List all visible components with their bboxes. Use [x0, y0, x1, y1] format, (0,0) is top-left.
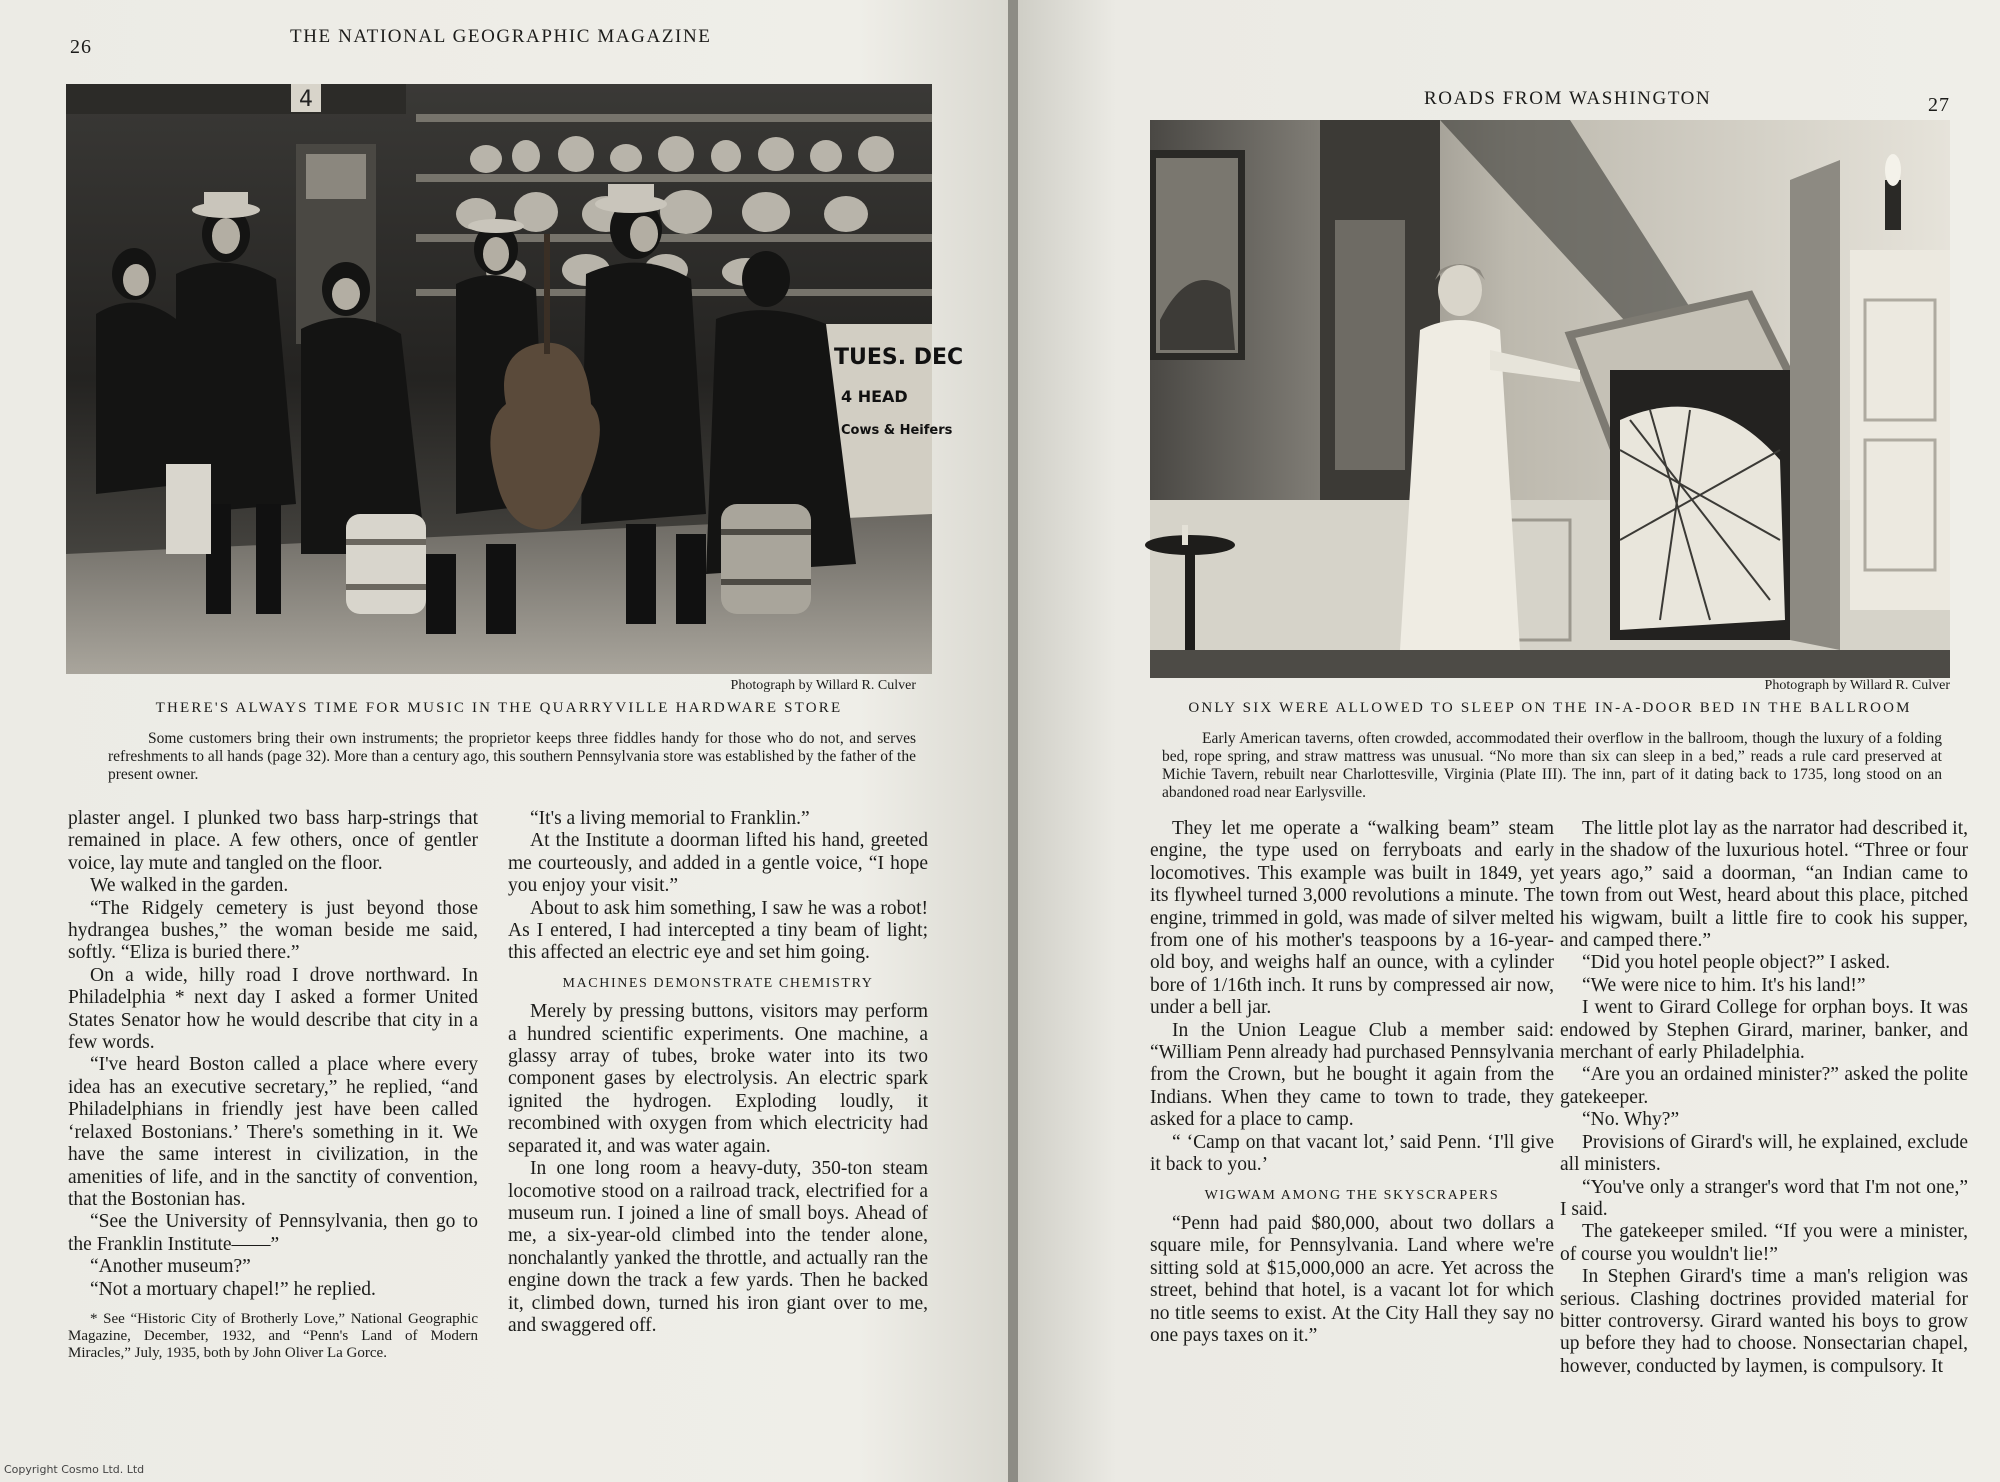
poster-head: 4 HEAD	[841, 387, 908, 406]
music-store-photo	[66, 84, 964, 674]
page-number: 26	[70, 36, 92, 58]
footnote: * See “Historic City of Brotherly Love,” National Geographic Magazine, December, 1932, and “Penn's Land of Modern Miracles,” July, 1935, both by John Oliver La Gorce.	[68, 1310, 478, 1361]
paragraph: Provisions of Girard's will, he explained, exclude all ministers.	[1560, 1131, 1968, 1176]
paragraph: They let me operate a “walking beam” steam engine, the type used on ferryboats and early locomotives. This example was built in 1849, yet its flywheel turned 3,000 revolutions a minute. The engine, trimmed in gold, was made of silver melted from one of his mother's teaspoons by a 16-year-old boy, and weighs half an ounce, with a cylinder bore of 1/16th inch. It runs by compressed air now, under a bell jar.	[1150, 818, 1554, 1019]
paragraph: The little plot lay as the narrator had described it, in the shadow of the luxurious hotel. “Three or four years ago,” said a doorman, “an Indian came to town from out West, heard about this place, pitched his wigwam, built a little fire to cook his supper, and camped there.”	[1560, 818, 1968, 952]
paragraph: In the Union League Club a member said: “William Penn already had purchased Pennsylvania from the Crown, but he bought it again from the Indians. When they came to town to trade, they asked for a place to camp.	[1150, 1019, 1554, 1131]
paragraph: “Are you an ordained minister?” asked the polite gatekeeper.	[1560, 1064, 1968, 1108]
paragraph: Merely by pressing buttons, visitors may perform a hundred scientific experiments. One machine, a glassy array of tubes, broke water into its two component gases by electrolysis. An electric spark ignited the hydrogen. Exploding loudly, it recombined with oxygen from which electricity had separated it, and was water again.	[508, 1001, 928, 1157]
paragraph: We walked in the garden.	[90, 875, 289, 897]
caption-body: Early American taverns, often crowded, accommodated their overflow in the ballroom, though the luxury of a folding bed, rope spring, and straw mattress was unusual. “No more than six can sleep in a bed,” reads a rule card preserved at Michie Tavern, rebuilt near Charlottesville, Virginia (Plate III). The inn, part of it dating back to 1735, long stood on an abandoned road near Earlysville.	[1162, 730, 1942, 801]
paragraph: The gatekeeper smiled. “If you were a minister, of course you wouldn't lie!”	[1560, 1221, 1968, 1265]
store-number-sign: 4	[299, 87, 313, 112]
photo-credit: Photograph by Willard R. Culver	[730, 678, 916, 693]
paragraph: About to ask him something, I saw he was a robot! As I entered, I had intercepted a tiny beam of light; this affected an electric eye and set him going.	[508, 897, 928, 964]
paragraph: In Stephen Girard's time a man's religion was serious. Clashing doctrines provided material for bitter controversy. Girard wanted his boys to grow up before they had to choose. Nonsectarian chapel, however, conducted by laymen, is compulsory. It	[1560, 1266, 1968, 1377]
section-heading: WIGWAM AMONG THE SKYSCRAPERS	[1204, 1187, 1500, 1203]
running-head: ROADS FROM WASHINGTON	[1424, 88, 1712, 109]
paragraph: “See the University of Pennsylvania, then go to the Franklin Institute——”	[68, 1211, 478, 1255]
poster-cows: Cows & Heifers	[841, 423, 953, 438]
caption-body: Some customers bring their own instruments; the proprietor keeps three fiddles handy for those who do not, and serves refreshments to all hands (page 32). More than a century ago, this southern Pennsylvania store was established by the father of the present owner.	[108, 730, 916, 783]
paragraph: In one long room a heavy-duty, 350-ton steam locomotive stood on a railroad track, electrified for a museum run. I joined a line of small boys. Ahead of me, a six-year-old climbed into the tender alone, nonchalantly yanked the throttle, and actually ran the engine down the track a few yards. Then he backed it, climbed down, turned his iron giant over to me, and swaggered off.	[508, 1158, 928, 1336]
paragraph: plaster angel. I plunked two bass harp-strings that remained in place. A few others, once of gentler voice, lay mute and tangled on the floor.	[68, 808, 478, 874]
paragraph: “You've only a stranger's word that I'm not one,” I said.	[1560, 1176, 1968, 1220]
photo-credit: Photograph by Willard R. Culver	[1764, 678, 1950, 693]
paragraph: “The Ridgely cemetery is just beyond those hydrangea bushes,” the woman beside me said, softly. “Eliza is buried there.”	[68, 897, 478, 964]
copyright-watermark: Copyright Cosmo Ltd. Ltd	[4, 1463, 145, 1476]
text-column-2	[1560, 818, 1968, 1378]
paragraph: “We were nice to him. It's his land!”	[1582, 974, 1866, 996]
paragraph: “ ‘Camp on that vacant lot,’ said Penn. ‘I'll give it back to you.’	[1150, 1131, 1554, 1176]
poster-date: TUES. DEC	[834, 345, 964, 370]
running-head: THE NATIONAL GEOGRAPHIC MAGAZINE	[290, 26, 712, 47]
paragraph: On a wide, hilly road I drove northward. In Philadelphia * next day I asked a former United States Senator how he would describe that city in a few words.	[68, 964, 478, 1054]
paragraph: I went to Girard College for orphan boys. It was endowed by Stephen Girard, mariner, banker, and merchant of early Philadelphia.	[1560, 997, 1968, 1064]
paragraph: “Penn had paid $80,000, about two dollars a square mile, for Pennsylvania. Land where we're sitting sold at $15,000,000 an acre. Yet across the street, behind that hotel, is a vacant lot for which no title seems to exist. At the City Hall they say no one pays taxes on it.”	[1150, 1212, 1554, 1346]
paragraph: “Not a mortuary chapel!” he replied.	[90, 1278, 376, 1300]
page-number: 27	[1928, 94, 1950, 116]
paragraph: “No. Why?”	[1582, 1109, 1680, 1131]
paragraph: “I've heard Boston called a place where every idea has an executive secretary,” he replied, “and Philadelphians in friendly jest have been called ‘relaxed Bostonians.’ There's something in it. We have the same interest in civilization, in the amenities of life, and in the sanctity of convention, that the Bostonian has.	[68, 1054, 478, 1210]
paragraph: “It's a living memorial to Franklin.”	[530, 808, 810, 829]
paragraph: “Another museum?”	[90, 1256, 251, 1278]
paragraph: At the Institute a doorman lifted his hand, greeted me courteously, and added in a gentle voice, “I hope you enjoy your visit.”	[508, 830, 928, 897]
paragraph: “Did you hotel people object?” I asked.	[1582, 952, 1891, 974]
caption-title: ONLY SIX WERE ALLOWED TO SLEEP ON THE IN-A-DOOR BED IN THE BALLROOM	[1188, 700, 1912, 716]
text-column-2	[508, 808, 928, 1337]
caption-title: THERE'S ALWAYS TIME FOR MUSIC IN THE QUARRYVILLE HARDWARE STORE	[155, 700, 843, 716]
text-column-1	[1150, 818, 1554, 1347]
right-page	[1018, 0, 2000, 1482]
section-heading: MACHINES DEMONSTRATE CHEMISTRY	[562, 975, 874, 991]
text-column-1	[68, 808, 478, 1362]
in-a-door-bed-photo	[1150, 120, 1950, 678]
